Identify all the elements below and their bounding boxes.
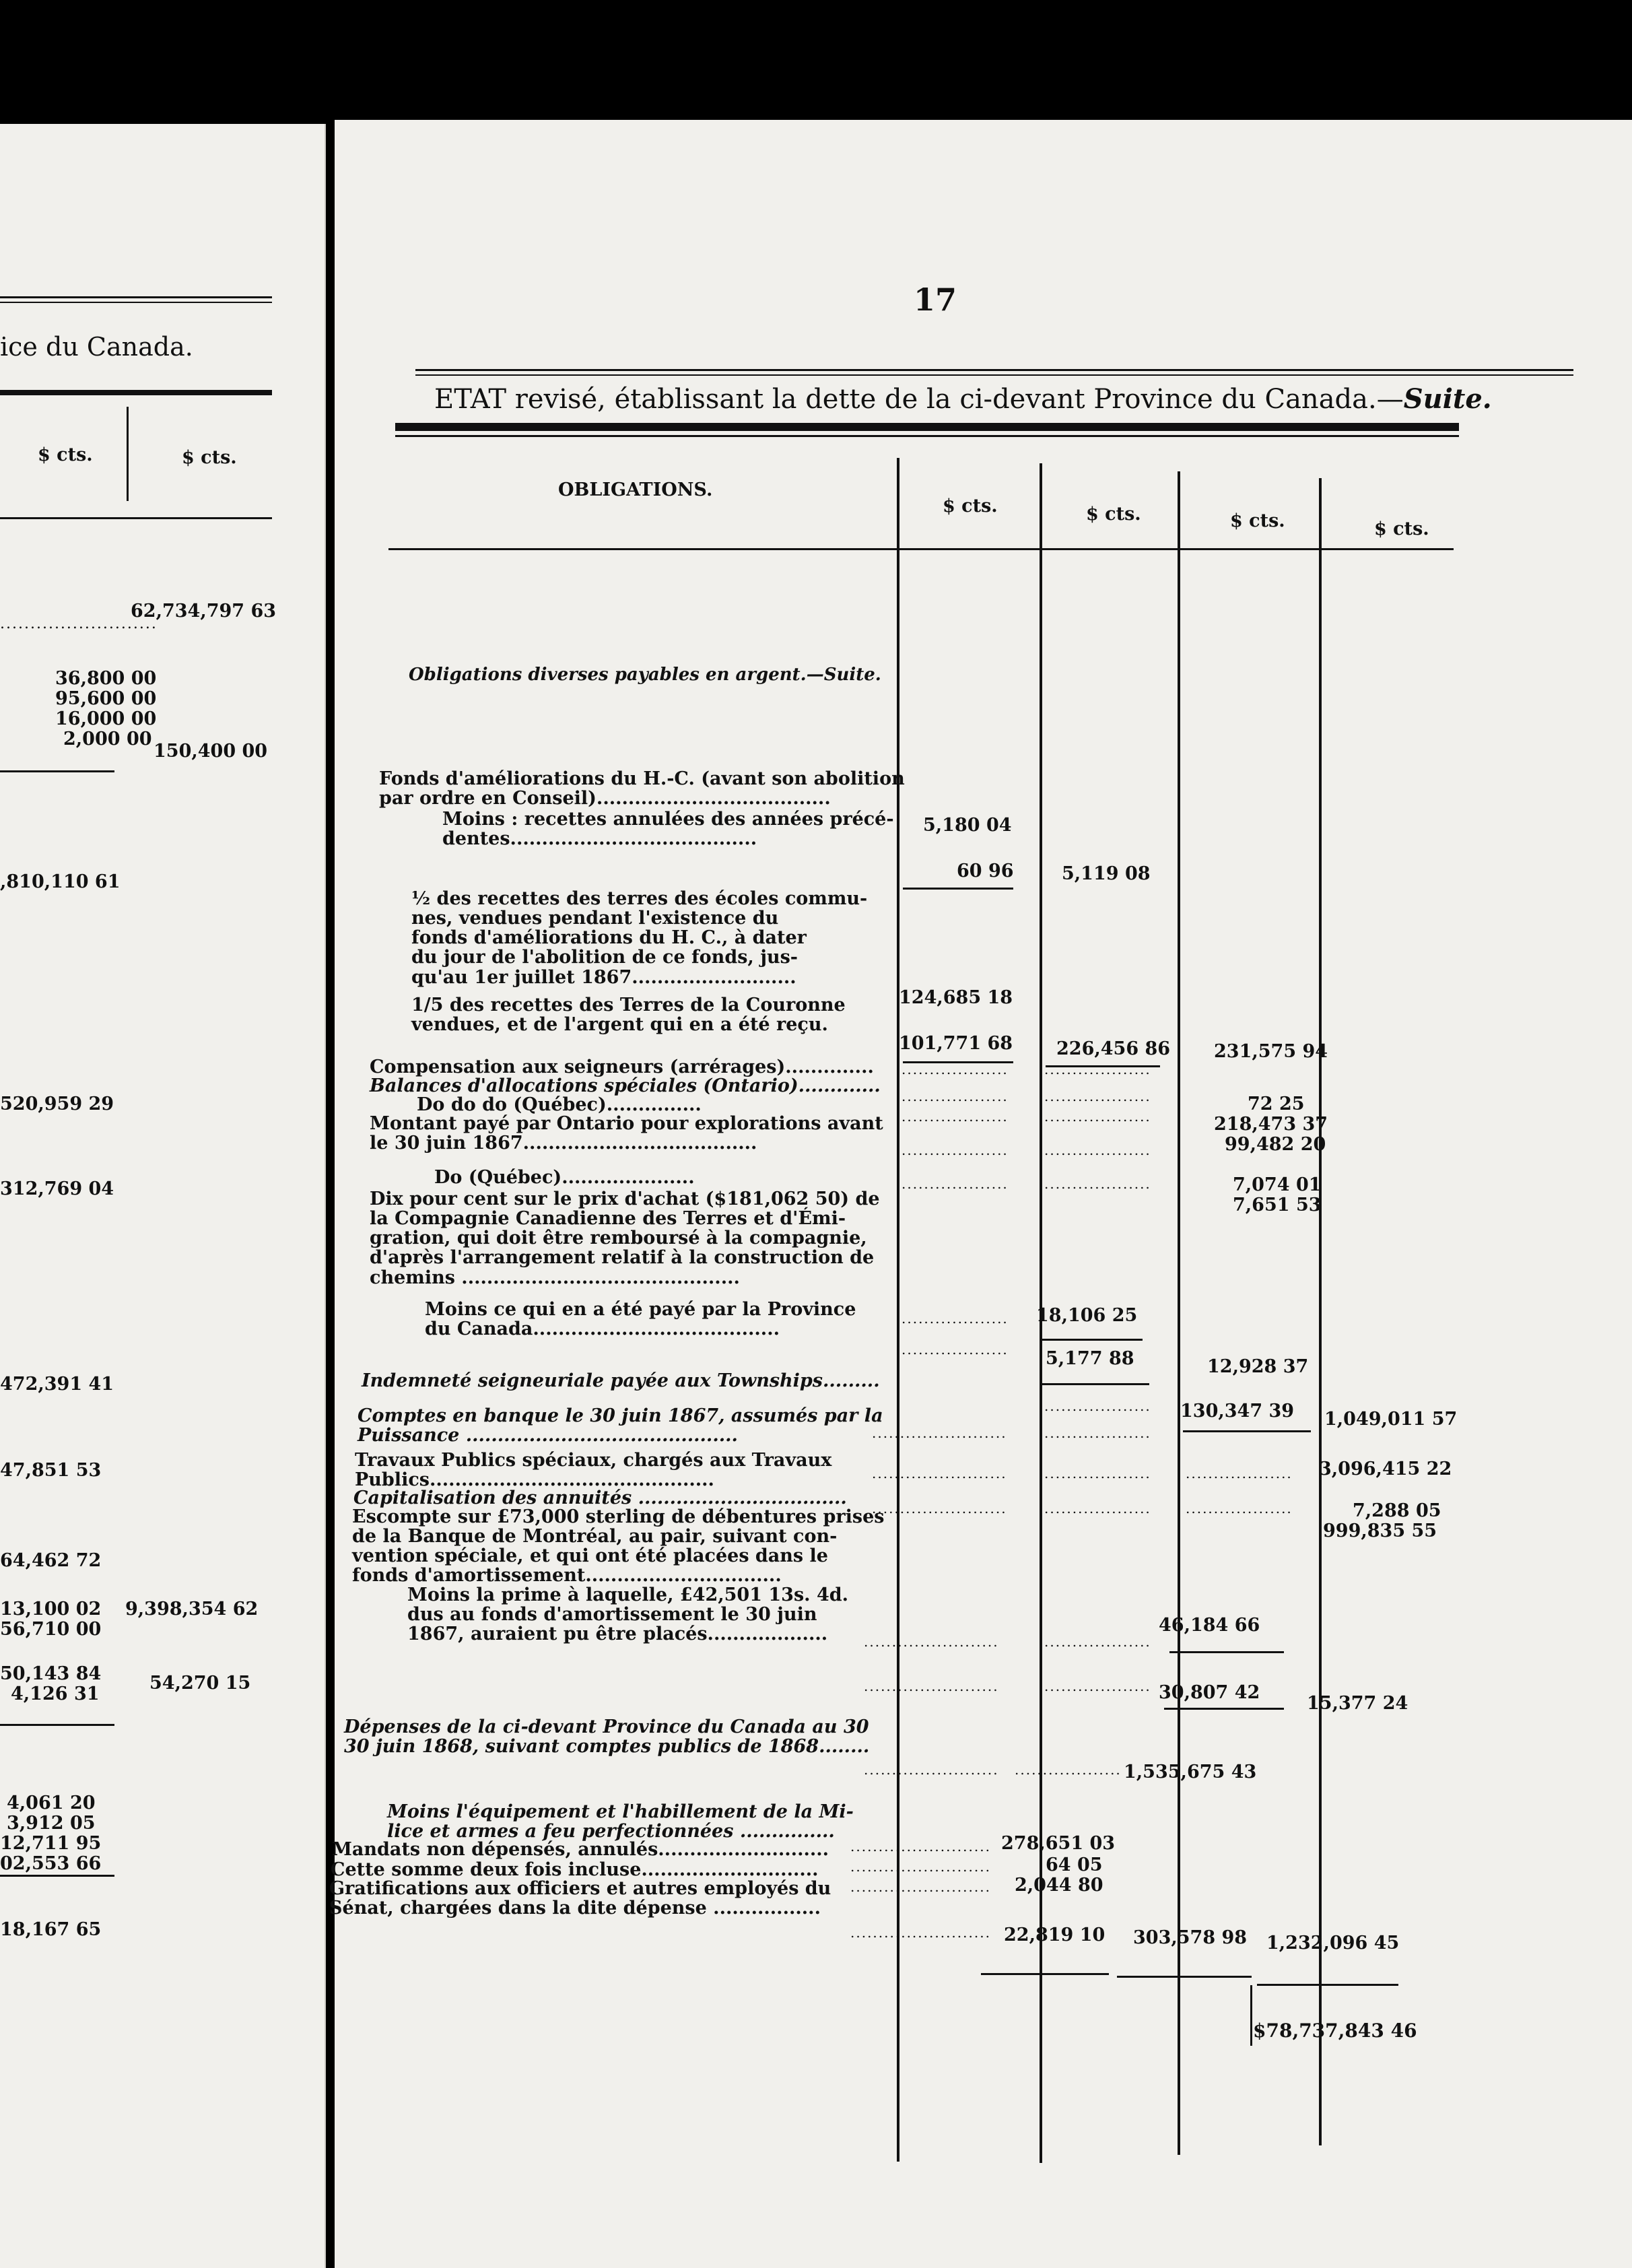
row-label-moins-equipement: Moins l'équipement et l'habillement de la Mi- lice et armes a feu perfectionnées ............... (387, 1801, 854, 1842)
row-label-gratifications: Gratifications aux officiers et autres employés du Sénat, chargées dans la dite dépense ................. (329, 1878, 831, 1919)
left-value: ,810,110 61 (0, 871, 121, 892)
row-label-escompte: Escompte sur £73,000 sterling de débentures prises de la Banque de Montréal, au pair, suivant con- vention spéciale, et qui ont été placées dans le fonds d'amortissement............................... (352, 1506, 885, 1587)
row-label-cette-somme: Cette somme deux fois incluse............................ (331, 1859, 819, 1880)
header-rule (0, 517, 272, 519)
value: 7,288 05 (1353, 1500, 1441, 1521)
left-value: 3,912 05 (7, 1813, 96, 1834)
value: 124,685 18 (899, 987, 1013, 1008)
row-label-dix-pour-cent: Dix pour cent sur le prix d'achat ($181,062 50) de la Compagnie Canadienne des Terres et d'Émi- gration, qui doit être remboursé à la compagnie, d'après l'arrangement relatif à la construction de chemins ............................................ (370, 1189, 880, 1288)
right-page: 17 ETAT revisé, établissant la dette de la ci-devant Province du Canada.—Suite. OBLIGATIONS. $ cts. $ cts. $ cts. $ cts. Obligations diverses payables en argent.—Suite. Fonds d'améliorations du H.-C. (avant son abolition par ordre en Conseil)..................................... 5,180 04 Moins : recettes annulées des années précé- dentes....................................... 60 96 5,119 08 ½ des recettes des terres des écoles commu- nes, vendues pendant l'existence du fonds d'améliorations du H. C., à dater du jour de l'abolition de ce fonds, jus- qu'au 1er juillet 1867.......................... 124,685 18 1/5 des recettes des Terres de la Couronne vendues, et de l'argent qui en a été reçu. 101,771 68 226,456 86 231,575 94 Compensation aux seigneurs (arrérages).............. Balances d'allocations spéciales (Ontario)............. 72 25 Do do do (Québec)............... 218,473 37 Montant payé par Ontario pour explorations avant le 30 juin 1867..................................... 99,482 20 Do (Québec)..................... 7,074 01 ................... ................... ................... ................... ................... ................... ................... ................... ................... ................... Dix pour cent sur le prix d'achat ($181,062 50) de la Compagnie Canadienne des Terres et d'Émi- gration, qui doit être remboursé à la compagnie, d'après l'arrangement relatif à la construction de chemins ............................................ 7,651 53 Moins ce qui en a été payé par la Province du Canada....................................... ................... ................... 18,106 25 5,177 88 Indemneté seigneuriale payée aux Townships......... 12,928 37 ................... 130,347 39 Comptes en banque le 30 juin 1867, assumés par la Puissance ........................................... 1,049,011 57 Travaux Publics spéciaux, chargés aux Travaux Publics............................................. 3,096,415 22 Capitalisation des annuités ................................. 7,288 05 Escompte sur £73,000 sterling de débentures prises de la Banque de Montréal, au pair, suivant con- vention spéciale, et qui ont été placées dans le fonds d'amortissement............................... 999,835 55 ........................ ................... ........................ ................... ................... ........................ ................... ................... Moins la prime à laquelle, £42,501 13s. 4d. dus au fonds d'amortissement le 30 juin 1867, auraient pu être placés................... 46,184 66 ........................ ................... ........................ ................... 30,807 42 15,377 24 Dépenses de la ci-devant Province du Canada au 30 30 juin 1868, suivant comptes publics de 1868........ 1,535,675 43 ........................ ................... Moins l'équipement et l'habillement de la Mi- lice et armes a feu perfectionnées ............... Mandats non dépensés, annulés........................... 278,651 03 Cette somme deux fois incluse............................ 64 05 Gratifications aux officiers et autres employés du Sénat, chargées dans la dite dépense ................. 2,044 80 22,819 10 303,578 98 1,232,096 45 ......................... ......................... ......................... ......................... $78,737,843 46 (335, 120, 1632, 2268)
value: 5,119 08 (1062, 863, 1151, 884)
left-value: 56,710 00 (0, 1619, 102, 1640)
value: 46,184 66 (1159, 1615, 1260, 1636)
value: 226,456 86 (1056, 1038, 1171, 1059)
col-divider-1 (897, 458, 899, 2162)
row-label-mandats: Mandats non dépensés, annulés........................... (332, 1839, 829, 1860)
left-value: 36,800 00 (55, 668, 157, 689)
col-divider-3 (1178, 471, 1180, 2155)
grand-total: $78,737,843 46 (1253, 2020, 1417, 2042)
left-value: 472,391 41 (0, 1374, 114, 1395)
left-value: 520,959 29 (0, 1094, 114, 1114)
value: 72 25 (1248, 1094, 1305, 1114)
left-value: 47,851 53 (0, 1460, 102, 1481)
value: 5,177 88 (1046, 1348, 1134, 1369)
row-label-quebec-explorations: Do (Québec)..................... (434, 1167, 695, 1188)
left-value: 54,270 15 (149, 1673, 251, 1694)
value: 278,651 03 (1001, 1833, 1116, 1854)
value: 130,347 39 (1180, 1401, 1295, 1422)
col-header-2: $ cts. (1086, 504, 1141, 525)
value: 999,835 55 (1323, 1521, 1437, 1541)
top-rule (0, 296, 272, 298)
col-header-1: $ cts. (943, 496, 998, 516)
row-label-dix-moins: Moins ce qui en a été payé par la Province du Canada....................................... (425, 1299, 856, 1340)
value: 1,232,096 45 (1266, 1933, 1400, 1954)
left-value: 150,400 00 (154, 741, 268, 762)
row-label-demi: ½ des recettes des terres des écoles commu- nes, vendues pendant l'existence du fonds d'améliorations du H. C., à dater du jour de l'abolition de ce fonds, jus- qu'au 1er juillet 1867.......................... (411, 888, 868, 988)
left-page: ice du Canada. $ cts. $ cts. .......................... 62,734,797 63 36,800 00 95,600 00 16,000 00 2,000 00 150,400 00 ,810,110 61 520,959 29 312,769 04 472,391 41 47,851 53 64,462 72 13,100 02 9,398,354 62 56,710 00 50,143 84 4,126 31 54,270 15 4,061 20 3,912 05 12,711 95 02,553 66 18,167 65 (0, 124, 325, 2268)
col-divider (127, 407, 129, 501)
title-text: ETAT revisé, établissant la dette de la ci-devant Province du Canada.— (434, 384, 1404, 415)
value: 60 96 (957, 861, 1014, 881)
row-label-fonds: Fonds d'améliorations du H.-C. (avant son abolition par ordre en Conseil)..................................... (379, 768, 905, 809)
value: 303,578 98 (1133, 1927, 1248, 1948)
col-header-3: $ cts. (1230, 510, 1285, 531)
row-label-depenses: Dépenses de la ci-devant Province du Canada au 30 30 juin 1868, suivant comptes publics de 1868........ (344, 1716, 870, 1758)
col-divider-4 (1319, 478, 1322, 2145)
left-heading: ice du Canada. (0, 332, 193, 362)
title-top-rule (415, 369, 1573, 371)
row-label-comptes: Comptes en banque le 30 juin 1867, assumés par la Puissance ........................................... (358, 1405, 883, 1446)
value: 1,049,011 57 (1324, 1409, 1458, 1430)
left-value: 4,126 31 (11, 1683, 100, 1704)
col-header-1: $ cts. (38, 444, 93, 465)
value: 5,180 04 (923, 815, 1012, 836)
value: 1,535,675 43 (1124, 1762, 1257, 1782)
left-value: 16,000 00 (55, 708, 157, 729)
left-value: 95,600 00 (55, 688, 157, 709)
col-header-4: $ cts. (1374, 519, 1429, 539)
left-value: 18,167 65 (0, 1919, 102, 1940)
left-value: 62,734,797 63 (131, 601, 277, 622)
title-thin-rule (395, 435, 1459, 437)
value: 3,096,415 22 (1319, 1459, 1452, 1479)
left-value: 4,061 20 (7, 1793, 96, 1813)
thick-rule (0, 390, 272, 395)
value: 2,044 80 (1015, 1875, 1103, 1896)
value: 7,651 53 (1233, 1195, 1322, 1215)
row-label-prime: Moins la prime à laquelle, £42,501 13s. 4d. dus au fonds d'amortissement le 30 juin 1867, auraient pu être placés................... (407, 1585, 849, 1645)
obligations-header: OBLIGATIONS. (558, 479, 713, 500)
left-value: 312,769 04 (0, 1178, 114, 1199)
col-header-2: $ cts. (182, 447, 237, 468)
left-value: 64,462 72 (0, 1550, 102, 1571)
row-label-capitalisation: Capitalisation des annuités ................................. (353, 1488, 847, 1508)
left-value: 9,398,354 62 (125, 1599, 259, 1620)
value: 15,377 24 (1307, 1693, 1408, 1714)
left-value: 50,143 84 (0, 1663, 102, 1684)
page-title (434, 383, 1492, 415)
value: 99,482 20 (1225, 1134, 1326, 1155)
value: 30,807 42 (1159, 1682, 1260, 1703)
left-value: 2,000 00 (63, 729, 152, 749)
left-value: 02,553 66 (0, 1853, 102, 1874)
section-heading: Obligations diverses payables en argent.—Suite. (409, 665, 881, 685)
title-thick-rule (395, 423, 1459, 431)
row-label-travaux: Travaux Publics spéciaux, chargés aux Travaux Publics............................................. (355, 1450, 832, 1491)
title-top-rule-2 (415, 374, 1573, 376)
row-label-moins: Moins : recettes annulées des années précé- dentes....................................... (442, 809, 894, 850)
value: 22,819 10 (1004, 1925, 1106, 1945)
left-value: 13,100 02 (0, 1599, 102, 1620)
value: 231,575 94 (1214, 1041, 1328, 1062)
value: 12,928 37 (1207, 1356, 1309, 1377)
page-number: 17 (914, 281, 957, 318)
value: 7,074 01 (1233, 1174, 1322, 1195)
row-label-ontario-explorations: Montant payé par Ontario pour explorations avant le 30 juin 1867..................................... (370, 1113, 883, 1154)
row-label-quinze: 1/5 des recettes des Terres de la Couronne vendues, et de l'argent qui en a été reçu. (411, 995, 846, 1036)
top-rule-2 (0, 302, 272, 303)
row-label-compensation: Compensation aux seigneurs (arrérages).............. (370, 1057, 874, 1077)
row-label-balances-quebec: Do do do (Québec)............... (417, 1094, 702, 1115)
header-bottom-rule (388, 548, 1454, 550)
row-label-indemnite: Indemneté seigneuriale payée aux Townships......... (362, 1370, 880, 1391)
title-suffix: Suite. (1403, 383, 1492, 415)
value: 64 05 (1046, 1855, 1103, 1875)
row-label-balances-ontario: Balances d'allocations spéciales (Ontario)............. (370, 1075, 881, 1096)
value: 18,106 25 (1036, 1305, 1138, 1326)
value: 218,473 37 (1214, 1114, 1328, 1135)
left-value: 12,711 95 (0, 1833, 102, 1854)
value: 101,771 68 (899, 1033, 1013, 1054)
